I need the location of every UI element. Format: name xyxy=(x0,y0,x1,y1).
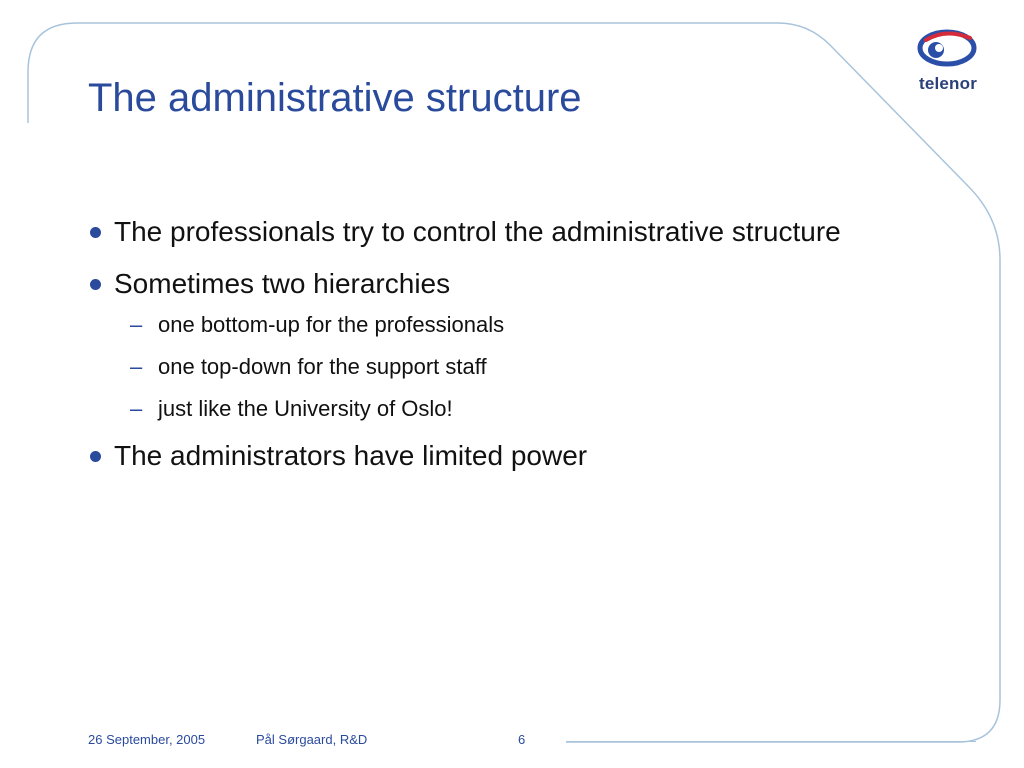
page-number: 6 xyxy=(518,732,526,747)
bullet-text: Sometimes two hierarchies xyxy=(114,268,451,299)
sub-bullet-text: just like the University of Oslo! xyxy=(158,396,453,421)
bullet-item xyxy=(88,264,888,304)
sub-bullet-item xyxy=(88,352,888,382)
sub-bullet-list xyxy=(88,310,888,424)
logo-text: telenor xyxy=(918,74,978,93)
dash-icon: – xyxy=(130,312,143,337)
bullet-text: The administrators have limited power xyxy=(114,440,588,471)
footer-divider xyxy=(566,741,976,742)
dash-icon: – xyxy=(130,396,143,421)
telenor-swirl-icon xyxy=(916,26,978,70)
bullet-dot-icon xyxy=(90,227,101,238)
bullet-item xyxy=(88,436,888,476)
slide-title: The administrative structure xyxy=(88,76,582,120)
bullet-text: The professionals try to control the administrative structure xyxy=(114,216,841,247)
footer-author: Pål Sørgaard, R&D xyxy=(256,732,368,747)
sub-bullet-text: one bottom-up for the professionals xyxy=(158,312,505,337)
dash-icon: – xyxy=(130,354,143,379)
sub-bullet-item xyxy=(88,394,888,424)
footer-date: 26 September, 2005 xyxy=(88,732,206,747)
bullet-dot-icon xyxy=(90,279,101,290)
telenor-logo xyxy=(912,26,984,98)
bullet-dot-icon xyxy=(90,451,101,462)
slide-content xyxy=(88,212,888,476)
sub-bullet-item xyxy=(88,310,888,340)
sub-bullet-text: one top-down for the support staff xyxy=(158,354,487,379)
bullet-item xyxy=(88,212,888,252)
